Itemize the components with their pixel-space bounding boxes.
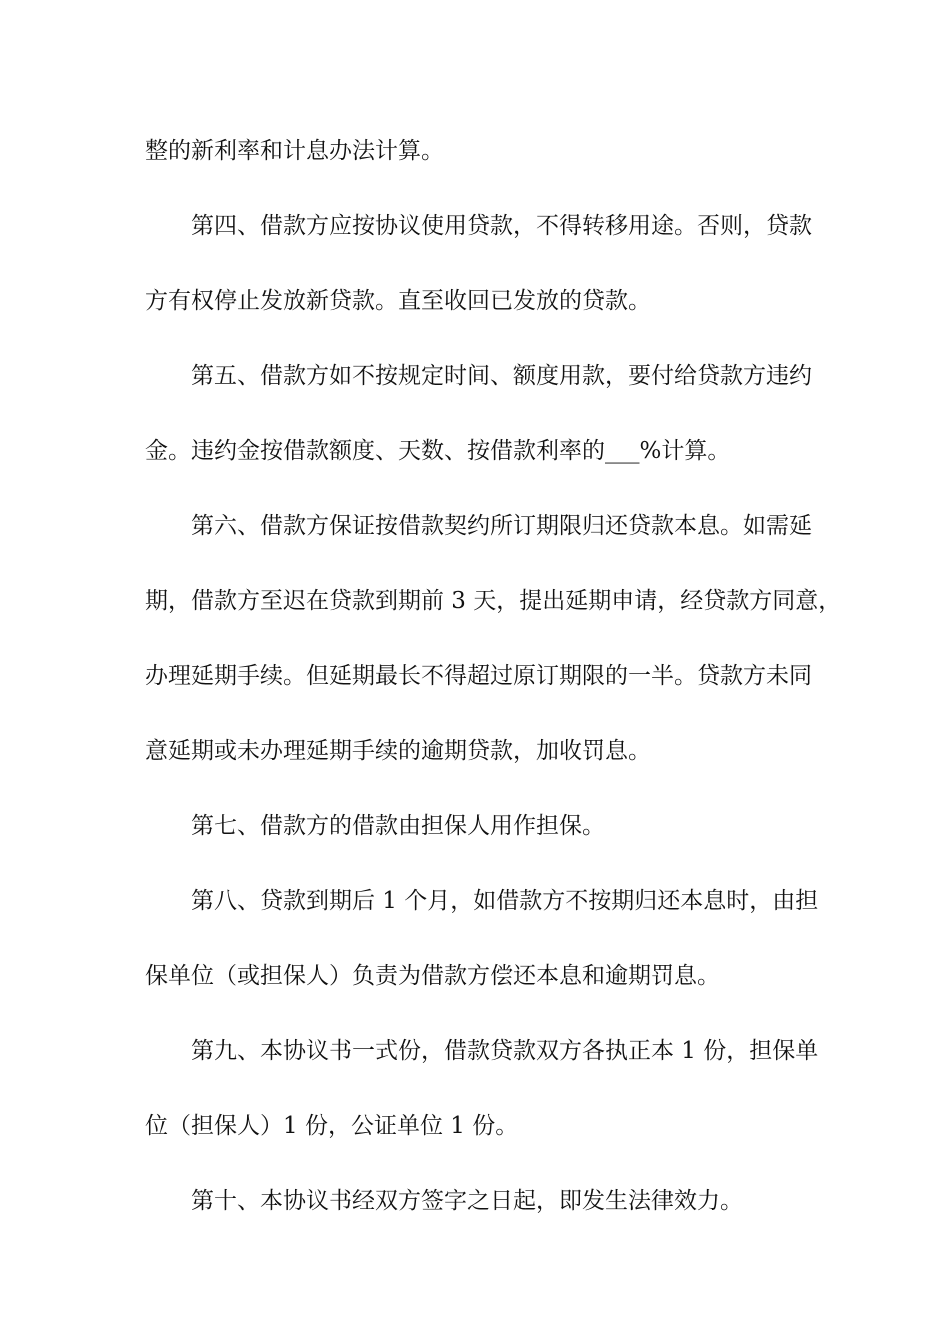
clause-6-line-1: 第六、借款方保证按借款契约所订期限归还贷款本息。如需延	[191, 513, 812, 539]
text-line-1: 整的新利率和计息办法计算。	[145, 138, 444, 164]
clause-9-line-2: 位（担保人）1 份，公证单位 1 份。	[145, 1113, 519, 1139]
clause-8-line-1: 第八、贷款到期后 1 个月，如借款方不按期归还本息时，由担	[191, 888, 819, 914]
clause-7-line-1: 第七、借款方的借款由担保人用作担保。	[191, 813, 605, 839]
clause-4-line-1: 第四、借款方应按协议使用贷款，不得转移用途。否则，贷款	[191, 213, 812, 239]
clause-6-line-4: 意延期或未办理延期手续的逾期贷款，加收罚息。	[145, 738, 651, 764]
clause-6-line-2: 期，借款方至迟在贷款到期前 3 天，提出延期申请，经贷款方同意，	[145, 588, 842, 614]
clause-10-line-1: 第十、本协议书经双方签字之日起，即发生法律效力。	[191, 1188, 743, 1214]
clause-5-line-1: 第五、借款方如不按规定时间、额度用款，要付给贷款方违约	[191, 363, 812, 389]
clause-6-line-3: 办理延期手续。但延期最长不得超过原订期限的一半。贷款方未同	[145, 663, 812, 689]
clause-5-line-2: 金。违约金按借款额度、天数、按借款利率的___%计算。	[145, 438, 731, 464]
clause-9-line-1: 第九、本协议书一式份，借款贷款双方各执正本 1 份，担保单	[191, 1038, 819, 1064]
clause-4-line-2: 方有权停止发放新贷款。直至收回已发放的贷款。	[145, 288, 651, 314]
clause-8-line-2: 保单位（或担保人）负责为借款方偿还本息和逾期罚息。	[145, 963, 720, 989]
